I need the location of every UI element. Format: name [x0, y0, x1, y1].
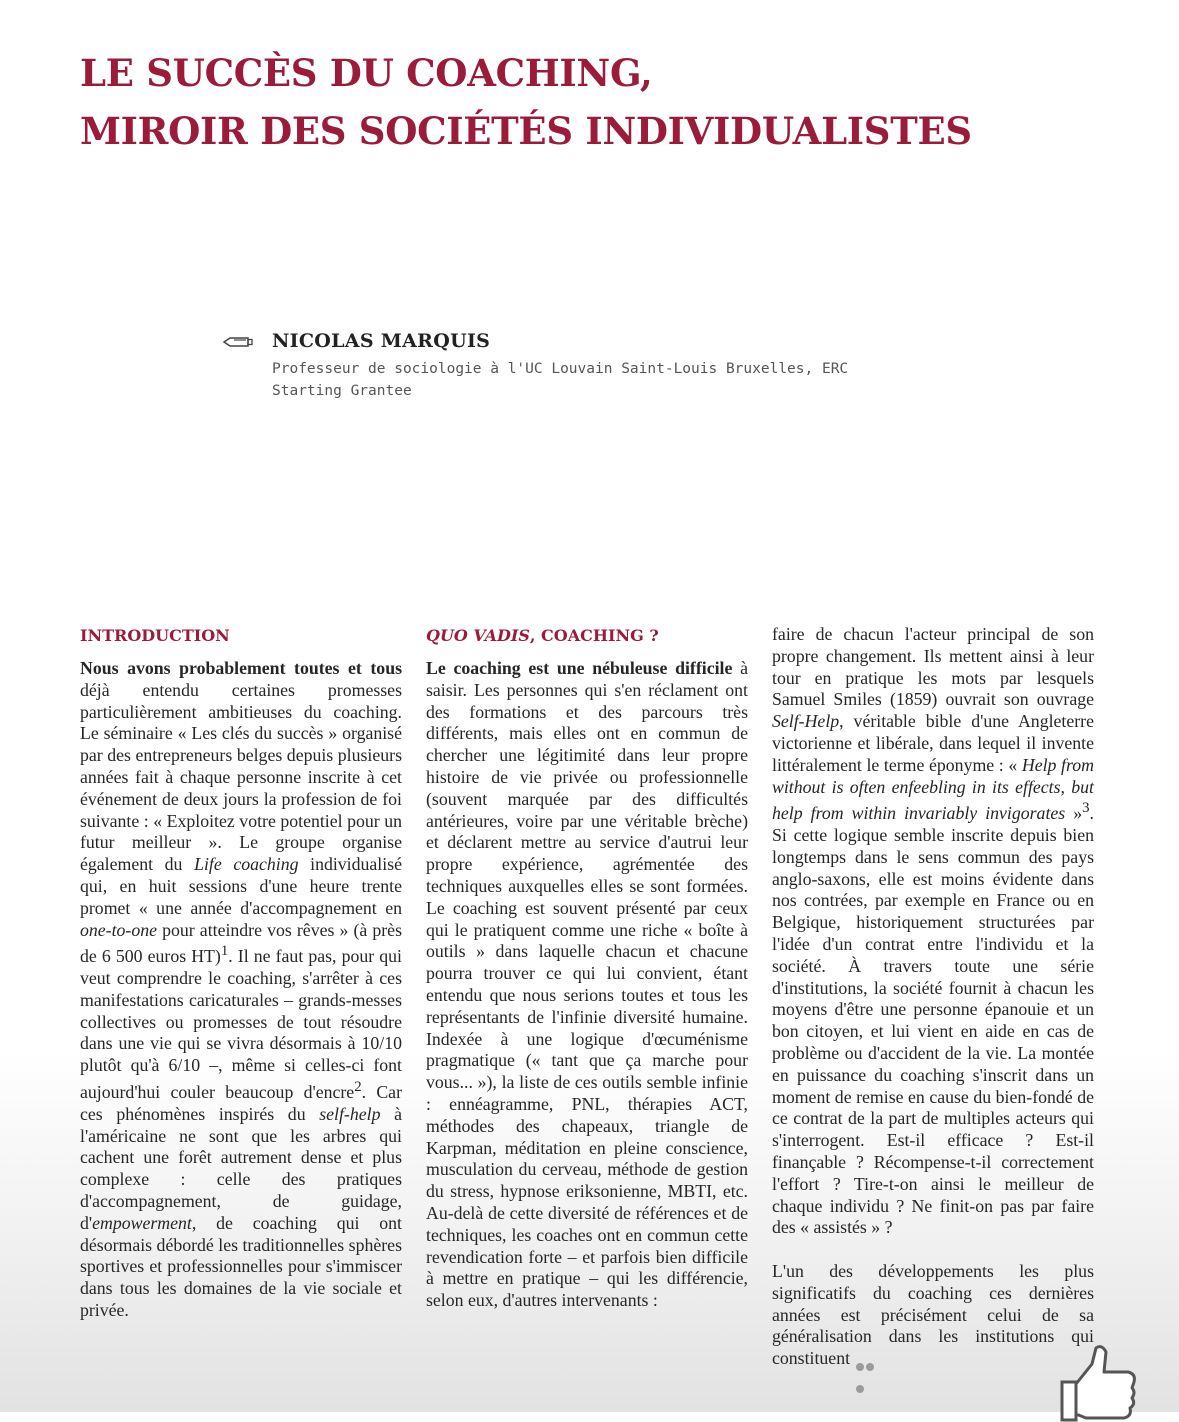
author-affiliation: Professeur de sociologie à l'UC Louvain Saint-Louis Bruxelles, ERC Starting Grantee: [272, 361, 849, 399]
pen-icon: [222, 335, 254, 349]
italic-quote: Help from without is often enfeebling in its effects, but help from within invariably invigorates: [772, 754, 1094, 824]
introduction-paragraph: [80, 658, 402, 1322]
footnote-ref-3: 3: [1082, 800, 1090, 817]
column-2: [426, 624, 748, 1312]
title-line-2: MIROIR DES SOCIÉTÉS INDIVIDUALISTES: [80, 109, 972, 153]
italic-term: self-help: [319, 1103, 381, 1124]
text-run: à l'américaine ne sont que les arbres qui cachent une forêt autrement dense et plus complexe : celle des pratiques d'accompagnement, de guidage, d': [80, 1103, 402, 1233]
section-heading-quo-vadis: [426, 624, 748, 658]
lead-in: Nous avons probablement toutes et tous: [80, 658, 402, 678]
generalisation-paragraph: [772, 1261, 1094, 1370]
footnote-ref-1: 1: [220, 943, 229, 960]
continuation-paragraph: [772, 624, 1094, 1239]
quo-vadis-paragraph: [426, 658, 748, 1312]
text-run: faire de chacun l'acteur principal de son propre changement. Ils mettent ainsi à leur tour en pratique les mots par lesquels Samuel Smiles (1859) ouvrait son ouvrage: [772, 624, 1094, 710]
text-run: , de coaching qui ont désormais débordé les traditionnelles sphères sportives et professionnelles pour s'immiscer dans tous les domaines de la vie sociale et privée.: [80, 1212, 402, 1320]
title-line-1: LE SUCCÈS DU COACHING,: [80, 51, 653, 95]
italic-term: Life coaching: [194, 854, 299, 875]
italic-term: empowerment: [92, 1212, 192, 1233]
more-dots-icon: [856, 1355, 884, 1365]
heading-rest: , COACHING ?: [529, 626, 659, 645]
heading-italic-part: QUO VADIS: [426, 626, 530, 645]
text-run: , véritable bible d'une Angleterre victorienne et libérale, dans lequel il invente littéralement le terme éponyme : «: [772, 711, 1094, 775]
text-run: . Car ces phénomènes inspirés du: [80, 1081, 402, 1124]
article-title: [80, 44, 972, 160]
column-3: [772, 624, 1094, 1370]
author-name: NICOLAS MARQUIS: [272, 330, 491, 352]
thumbs-up-icon[interactable]: [1052, 1342, 1142, 1422]
paragraph-gap: [772, 1239, 1094, 1261]
text-run: pour atteindre vos rêves » (à près de 6 500 euros HT): [80, 919, 402, 967]
text-run: à saisir. Les personnes qui s'en réclament ont des formations et des parcours très différents, mais elles ont en commun de chercher une légitimité dans leur propre histoire de vie privée ou professionnelle (souvent marquée par des difficultés antérieures, voire par une véritable brèche) et déclarent mettre au service d'autrui leur propre expérience, agrémentée des techniques auxquelles elles se sont formées. Le coaching est souvent présenté par ceux qui le pratiquent comme une riche « boîte à outils » dans laquelle chacun et chacune pourra trouver ce qui lui convient, étant entendu que nous serions toutes et tous les représentants de l'infinie diversité humaine. Indexée à une logique d'œcuménisme pragmatique (« tant que ça marche pour vous... »), la liste de ces outils semble infinie : ennéagramme, PNL, thérapies ACT, méthodes des chapeaux, triangle de Karpman, méditation en pleine conscience, musculation du cerveau, méthode de gestion du stress, hypnose eriksonienne, MBTI, etc. Au-delà de cette diversité de références et de techniques, les coaches ont en commun cette revendication forte – et parfois bien difficile à mettre en pratique – qui les différencie, selon eux, d'autres intervenants :: [426, 658, 748, 1311]
text-run: déjà entendu certaines promesses particulièrement ambitieuses du coaching. Le séminaire « Les clés du succès » organisé par des entrepreneurs belges depuis plusieurs années fait à chaque personne inscrite à cet événement de deux jours la profession de foi suivante : « Exploitez votre potentiel pour un futur meilleur ». Le groupe organise également du: [80, 679, 402, 875]
italic-term: one-to-one: [80, 919, 158, 940]
section-heading-introduction: INTRODUCTION: [80, 626, 230, 645]
italic-term: Self-Help: [772, 711, 840, 732]
footnote-ref-2: 2: [354, 1079, 362, 1096]
text-run: »: [1065, 803, 1083, 824]
text-run: L'un des développements les plus significatifs du coaching ces dernières années est précisément celui de sa généralisation dans les institutions qui constituent: [772, 1261, 1094, 1369]
lead-in: Le coaching est une nébuleuse difficile: [426, 658, 733, 678]
text-run: . Il ne faut pas, pour qui veut comprendre le coaching, s'arrêter à ces manifestations caricaturales – grands-messes collectives ou promesses de tout résoudre dans une vie qui se vivra désormais à 10/10 plutôt qu'à 6/10 –, même si celles-ci font aujourd'hui couler beaucoup d'encre: [80, 946, 402, 1102]
text-run: . Si cette logique semble inscrite depuis bien longtemps dans le sens commun des pays anglo-saxons, elle est moins évidente dans nos contrées, par exemple en France ou en Belgique, historiquement structurées par l'idée d'un contrat entre l'individu et la société. À travers toute une série d'institutions, la société fournit à chacun les moyens d'être une personne épanouie et un bon citoyen, et lui vient en aide en cas de problème ou d'accident de la vie. La montée en puissance du coaching s'inscrit dans un moment de remise en cause du bien-fondé de ce contrat de la part de multiples acteurs qui s'interrogent. Est-il efficace ? Est-il finançable ? Récompense-t-il correctement l'effort ? Tire-t-on ainsi le meilleur de chaque individu ? Ne finit-on pas par faire des « assistés » ?: [772, 803, 1094, 1238]
text-run: individualisé qui, en huit sessions d'une heure trente promet « une année d'accompagnement en: [80, 854, 402, 918]
column-1: [80, 624, 402, 1322]
